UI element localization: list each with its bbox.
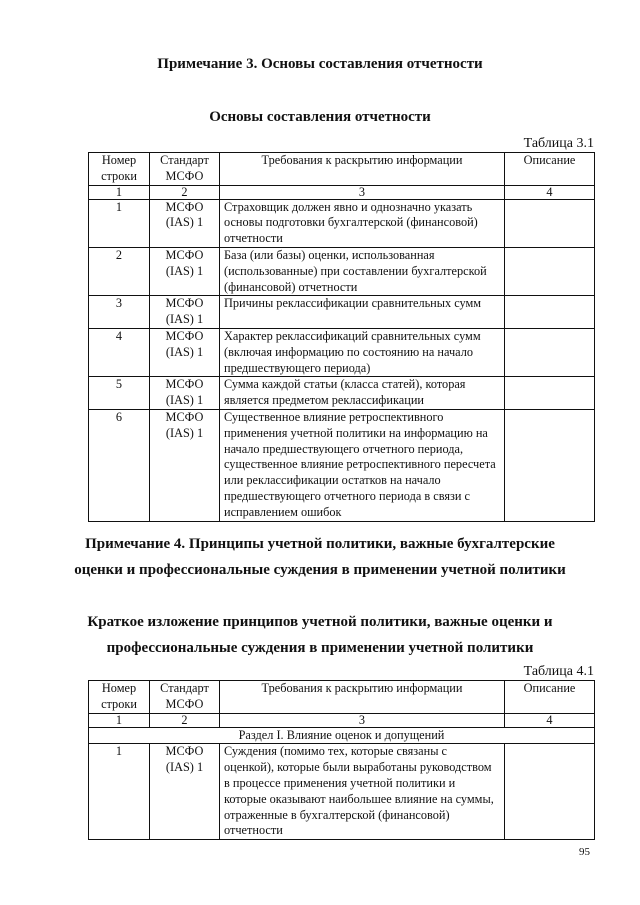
table-4-1-caption: Таблица 4.1 (523, 664, 594, 679)
row-number: 2 (89, 247, 150, 295)
col-index: 3 (220, 713, 505, 727)
col-header-standard: Стандарт МСФО (150, 681, 220, 714)
table-row (89, 409, 595, 521)
row-requirement: База (или базы) оценки, использованная (использованные) при составлении бухгалтерской (финансовой) отчетности (220, 247, 505, 295)
row-description (505, 328, 595, 376)
row-standard: МСФО (IAS) 1 (150, 377, 220, 410)
row-standard: МСФО (IAS) 1 (150, 247, 220, 295)
row-number: 4 (89, 328, 150, 376)
row-requirement: Характер реклассификаций сравнительных сумм (включая информацию по состоянию на начало предшествующего периода) (220, 328, 505, 376)
table-row (89, 744, 595, 840)
column-index-row (89, 185, 595, 199)
table-4-1 (88, 680, 595, 840)
row-description (505, 247, 595, 295)
row-requirement: Существенное влияние ретроспективного применения учетной политики на информацию на начало предшествующего отчетного периода, существенное влияние ретроспективного пересчета или реклассификации остатков на начало предшествующего отчетного периода в связи с исправлением ошибок (220, 409, 505, 521)
page-number: 95 (579, 846, 590, 858)
row-description (505, 296, 595, 329)
table-row (89, 377, 595, 410)
row-standard: МСФО (IAS) 1 (150, 199, 220, 247)
note4-subtitle-line1: Краткое изложение принципов учетной политики, важные оценки и (87, 614, 553, 630)
col-header-description: Описание (505, 153, 595, 186)
row-standard: МСФО (IAS) 1 (150, 328, 220, 376)
column-index-row (89, 713, 595, 727)
col-index: 4 (505, 185, 595, 199)
col-header-requirements: Требования к раскрытию информации (220, 681, 505, 714)
col-index: 3 (220, 185, 505, 199)
row-number: 1 (89, 744, 150, 840)
col-index: 4 (505, 713, 595, 727)
row-description (505, 377, 595, 410)
note3-subtitle: Основы составления отчетности (209, 109, 431, 125)
row-description (505, 199, 595, 247)
row-standard: МСФО (IAS) 1 (150, 744, 220, 840)
note4-subtitle-line2: профессиональные суждения в применении учетной политики (106, 640, 534, 656)
row-description (505, 409, 595, 521)
table-3-1 (88, 152, 595, 522)
col-index: 1 (89, 185, 150, 199)
col-header-standard: Стандарт МСФО (150, 153, 220, 186)
row-standard: МСФО (IAS) 1 (150, 409, 220, 521)
col-index: 1 (89, 713, 150, 727)
col-header-number: Номер строки (89, 681, 150, 714)
section-row (89, 727, 595, 744)
row-number: 6 (89, 409, 150, 521)
row-number: 1 (89, 199, 150, 247)
col-header-requirements: Требования к раскрытию информации (220, 153, 505, 186)
col-index: 2 (150, 713, 220, 727)
row-requirement: Суждения (помимо тех, которые связаны с оценкой), которые были выработаны руководством в процессе применения учетной политики и которые оказывают наибольшее влияние на суммы, отраженные в бухгалтерской (финансовой) отчетности (220, 744, 505, 840)
note4-title-line1: Примечание 4. Принципы учетной политики, важные бухгалтерские (85, 536, 555, 552)
section-label: Раздел I. Влияние оценок и допущений (89, 727, 595, 744)
table-3-1-caption: Таблица 3.1 (523, 136, 594, 151)
row-requirement: Сумма каждой статьи (класса статей), которая является предметом реклассификации (220, 377, 505, 410)
col-index: 2 (150, 185, 220, 199)
col-header-number: Номер строки (89, 153, 150, 186)
table-header-row (89, 153, 595, 186)
note3-title: Примечание 3. Основы составления отчетности (157, 56, 483, 72)
table-row (89, 328, 595, 376)
row-number: 5 (89, 377, 150, 410)
table-header-row (89, 681, 595, 714)
row-requirement: Страховщик должен явно и однозначно указать основы подготовки бухгалтерской (финансовой) отчетности (220, 199, 505, 247)
row-description (505, 744, 595, 840)
table-row (89, 199, 595, 247)
table-row (89, 296, 595, 329)
row-standard: МСФО (IAS) 1 (150, 296, 220, 329)
row-number: 3 (89, 296, 150, 329)
col-header-description: Описание (505, 681, 595, 714)
row-requirement: Причины реклассификации сравнительных сумм (220, 296, 505, 329)
note4-title-line2: оценки и профессиональные суждения в применении учетной политики (74, 562, 566, 578)
table-row (89, 247, 595, 295)
